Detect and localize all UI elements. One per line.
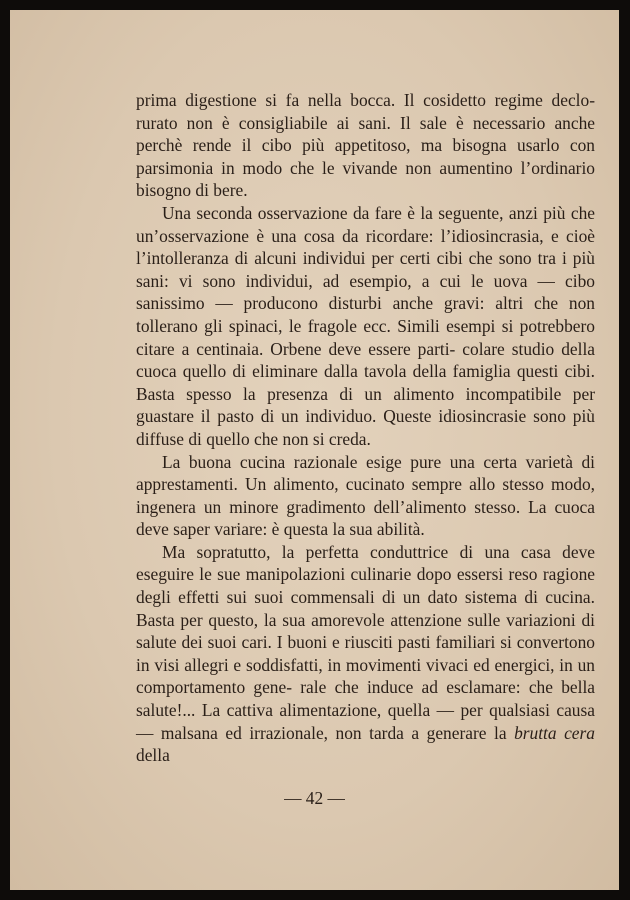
page-number: — 42 — (284, 788, 345, 808)
paragraph-4-end: della (136, 745, 170, 766)
paragraph-2: Una seconda osservazione da fare è la seguente, anzi più che un’osservazione è una cosa da ricordare: l’idiosincrasia, e cioè l’intolleranza di alcuni individui per certi cibi che sono tra i più sani: vi sono individui, ad esempio, a cui le uova — cibo sanissimo — producono disturbi anche gravi: altri che non tollerano gli spinaci, le fragole ecc. Simili esempi si potrebbero citare a centinaia. Orbene deve essere parti- colare studio della cuoca quello di eliminare dalla tavola della famiglia questi cibi. Basta spesso la presenza di un alimento incompatibile per guastare il pasto di un individuo. Queste idiosincrasie sono più diffuse di quello che non si creda. (136, 202, 595, 449)
paragraph-1: prima digestione si fa nella bocca. Il cosidetto regime declo- rurato non è consigliabile ai sani. Il sale è necessario anche perchè rende il cibo più appetitoso, ma bisogna usarlo con parsimonia in modo che le vivande non aumentino l’ordinario bisogno di bere. (136, 90, 595, 201)
paragraph-4-text: Ma sopratutto, la perfetta conduttrice di una casa deve eseguire le sue manipolazioni culinarie dopo essersi reso ragione degli effetti sui suoi commensali di un dato sistema di cucina. Basta per questo, la sua amorevole attenzione sulle variazioni di salute dei suoi cari. I buoni e riusciti pasti familiari si convertono in visi allegri e soddisfatti, in movimenti vivaci ed energici, in un comportamento gene- rale che induce ad esclamare: che bella salute!... La cattiva alimentazione, quella — per qualsiasi causa — malsana ed irrazionale, non tarda a generare la (136, 541, 595, 743)
body-text (136, 89, 595, 767)
paragraph-3: La buona cucina razionale esige pure una certa varietà di apprestamenti. Un alimento, cucinato sempre allo stesso modo, ingenera un minore gradimento dell’alimento stesso. La cuoca deve saper variare: è questa la sua abilità. (136, 451, 595, 540)
italic-phrase: brutta cera (514, 722, 595, 743)
book-page (10, 10, 619, 890)
paragraph-4 (136, 541, 595, 767)
